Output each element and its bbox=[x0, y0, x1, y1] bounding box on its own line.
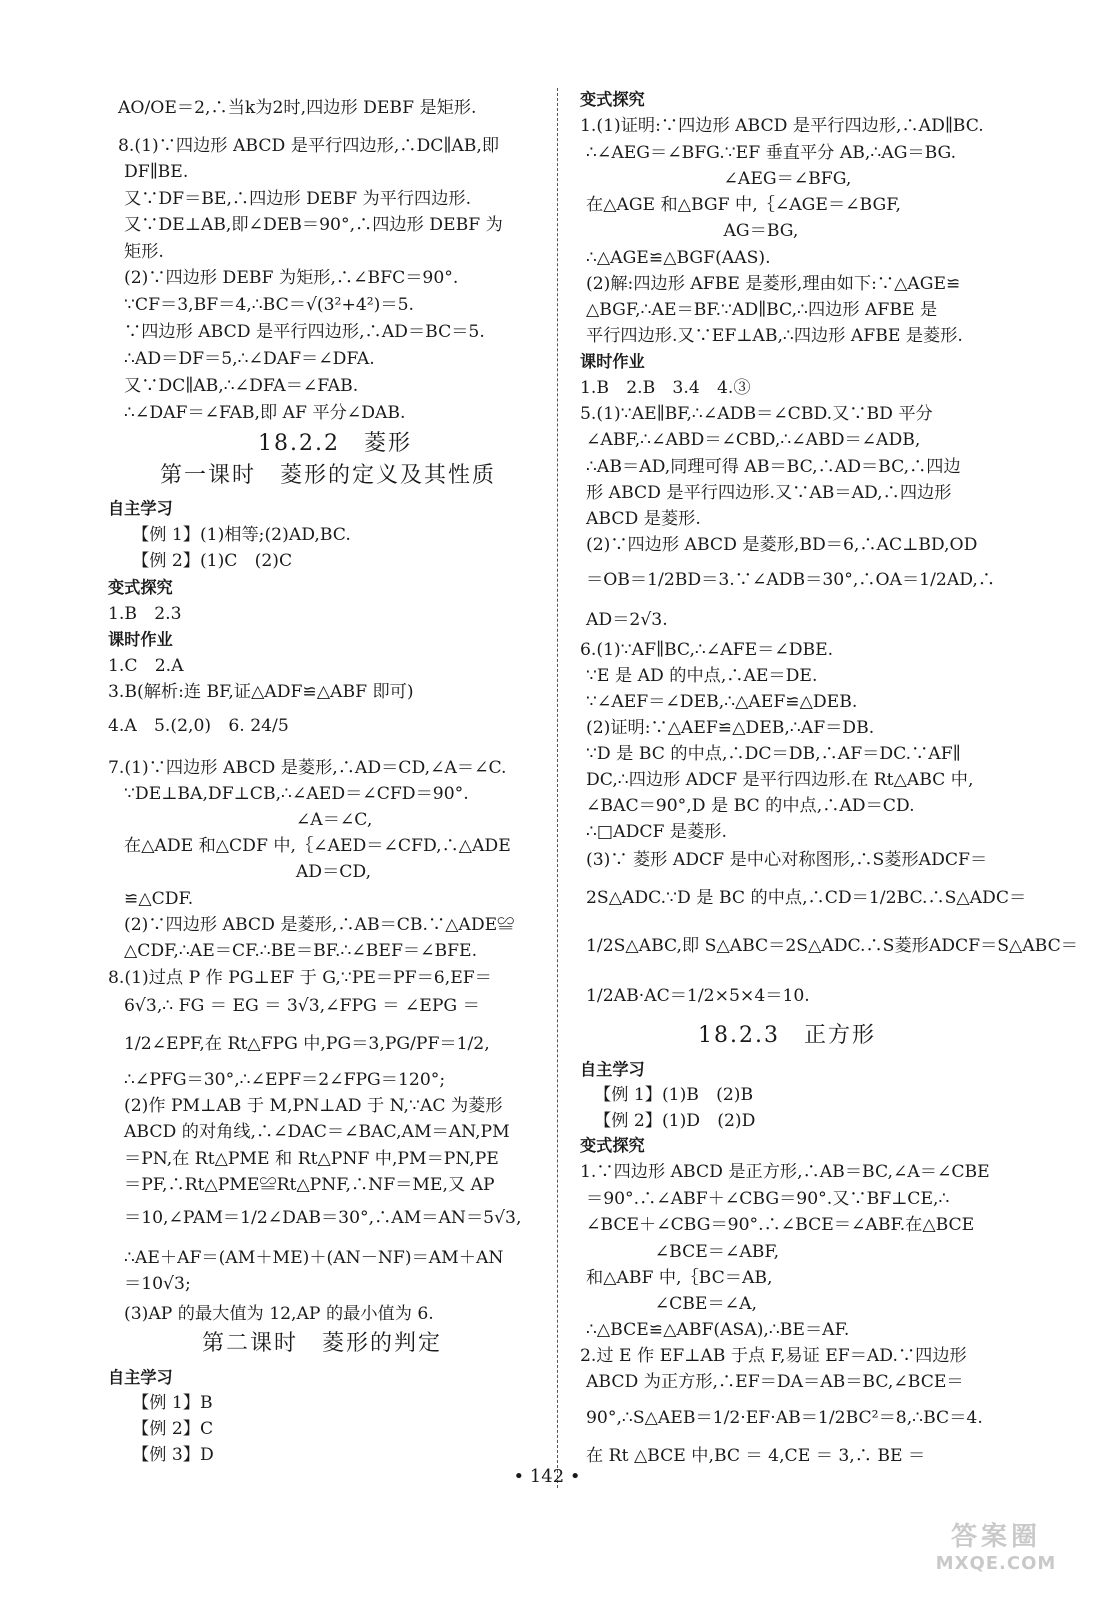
page-number: • 142 • bbox=[513, 1466, 581, 1487]
text-line: ∵DE⊥BA,DF⊥CB,∴∠AED＝∠CFD＝90°. bbox=[124, 784, 469, 804]
text-line: (2)∵四边形 ABCD 是菱形,BD＝6,∴AC⊥BD,OD bbox=[586, 535, 978, 555]
text-line: 在△ADE 和△CDF 中,｛∠AED＝∠CFD,∴△ADE bbox=[124, 836, 511, 856]
text-line: AO/OE＝2,∴当k为2时,四边形 DEBF 是矩形. bbox=[118, 98, 477, 118]
text-line: ∠BCE＋∠CBG＝90°.∴∠BCE＝∠ABF.在△BCE bbox=[586, 1215, 975, 1235]
text-line: 5.(1)∵AE∥BF,∴∠ADB＝∠CBD.又∵BD 平分 bbox=[580, 404, 933, 424]
text-line: AD＝2√3. bbox=[586, 610, 668, 630]
text-line: 1.C 2.A bbox=[108, 656, 184, 676]
text-line: 又∵DC∥AB,∴∠DFA＝∠FAB. bbox=[124, 376, 359, 396]
text-line: 形 ABCD 是平行四边形.又∵AB＝AD,∴四边形 bbox=[586, 483, 952, 503]
text-line: ∴AD＝DF＝5,∴∠DAF＝∠DFA. bbox=[124, 349, 375, 369]
text-line: 8.(1)过点 P 作 PG⊥EF 于 G,∵PE＝PF＝6,EF＝ bbox=[108, 968, 492, 988]
section-heading: 课时作业 bbox=[580, 352, 645, 371]
watermark-logo bbox=[932, 1516, 1060, 1584]
text-line: ∴□ADCF 是菱形. bbox=[586, 822, 727, 842]
watermark-text: 答案圈 bbox=[950, 1522, 1041, 1552]
text-line: ∠AEG＝∠BFG, bbox=[586, 169, 852, 189]
text-line: 【例 2】(1)D (2)D bbox=[594, 1111, 756, 1131]
text-line: 又∵DF＝BE,∴四边形 DEBF 为平行四边形. bbox=[124, 189, 472, 209]
text-line: 【例 1】(1)B (2)B bbox=[594, 1085, 754, 1105]
text-line: ABCD 为正方形,∴EF＝DA＝AB＝BC,∠BCE＝ bbox=[586, 1372, 964, 1392]
text-line: △BGF,∴AE＝BF.∵AD∥BC,∴四边形 AFBE 是 bbox=[586, 300, 938, 320]
text-line: (2)∵四边形 ABCD 是菱形,∴AB＝CB.∵△ADE≌ bbox=[124, 915, 515, 935]
text-line: 【例 2】(1)C (2)C bbox=[132, 551, 293, 571]
text-line: ∠CBE＝∠A, bbox=[586, 1294, 757, 1314]
section-heading: 变式探究 bbox=[108, 578, 173, 597]
text-line: ABCD 的对角线,∴∠DAC＝∠BAC,AM＝AN,PM bbox=[124, 1122, 510, 1142]
text-line: AD＝CD, bbox=[124, 862, 372, 882]
text-line: 3.B(解析:连 BF,证△ADF≌△ABF 即可) bbox=[108, 682, 414, 702]
text-line: ＝10,∠PAM＝1/2∠DAB＝30°,∴AM＝AN＝5√3, bbox=[124, 1208, 522, 1228]
text-line: 在 Rt △BCE 中,BC ＝ 4,CE ＝ 3,∴ BE ＝ bbox=[586, 1446, 926, 1466]
text-line: 1.B 2.3 bbox=[108, 604, 182, 624]
text-line: ∵D 是 BC 的中点,∴DC＝DB,∴AF＝DC.∵AF∥ bbox=[586, 744, 961, 764]
text-line: ∵∠AEF＝∠DEB,∴△AEF≌△DEB. bbox=[586, 692, 858, 712]
text-line: ＝90°.∴∠ABF＋∠CBG＝90°.又∵BF⊥CE,∴ bbox=[586, 1189, 950, 1209]
watermark-url: MXQE.COM bbox=[935, 1553, 1057, 1574]
text-line: ∵E 是 AD 的中点,∴AE＝DE. bbox=[586, 666, 818, 686]
section-heading: 变式探究 bbox=[580, 90, 645, 109]
text-line: ∴∠PFG＝30°,∴∠EPF＝2∠FPG＝120°; bbox=[124, 1070, 446, 1090]
column-divider bbox=[557, 88, 558, 1488]
section-heading: 自主学习 bbox=[108, 1368, 173, 1387]
text-line: 平行四边形.又∵EF⊥AB,∴四边形 AFBE 是菱形. bbox=[586, 326, 963, 346]
section-title: 18.2.2 菱形 bbox=[258, 431, 412, 456]
text-line: ＝10√3; bbox=[124, 1274, 191, 1294]
text-line: 6√3,∴ FG ＝ EG ＝ 3√3,∠FPG ＝ ∠EPG ＝ bbox=[124, 996, 480, 1016]
text-line: 1/2∠EPF,在 Rt△FPG 中,PG＝3,PG/PF＝1/2, bbox=[124, 1034, 490, 1054]
text-line: ∠BCE＝∠ABF, bbox=[586, 1242, 780, 1262]
text-line: (3)∵ 菱形 ADCF 是中心对称图形,∴S菱形ADCF＝ bbox=[586, 850, 988, 870]
text-line: ∴∠DAF＝∠FAB,即 AF 平分∠DAB. bbox=[124, 403, 406, 423]
text-line: 1/2AB·AC＝1/2×5×4＝10. bbox=[586, 986, 810, 1006]
text-line: DF∥BE. bbox=[124, 162, 189, 182]
text-line: ＝PN,在 Rt△PME 和 Rt△PNF 中,PM＝PN,PE bbox=[124, 1149, 499, 1169]
section-title: 18.2.3 正方形 bbox=[698, 1023, 876, 1048]
text-line: 7.(1)∵四边形 ABCD 是菱形,∴AD＝CD,∠A＝∠C. bbox=[108, 758, 507, 778]
text-line: 【例 2】C bbox=[132, 1419, 214, 1439]
text-line: (2)证明:∵△AEF≌△DEB,∴AF＝DB. bbox=[586, 718, 875, 738]
text-line: ∴AE＋AF＝(AM＋ME)＋(AN－NF)＝AM＋AN bbox=[124, 1248, 504, 1268]
text-line: (2)作 PM⊥AB 于 M,PN⊥AD 于 N,∵AC 为菱形 bbox=[124, 1096, 503, 1116]
text-line: DC,∴四边形 ADCF 是平行四边形.在 Rt△ABC 中, bbox=[586, 770, 974, 790]
text-line: 8.(1)∵四边形 ABCD 是平行四边形,∴DC∥AB,即 bbox=[118, 136, 500, 156]
text-line: 6.(1)∵AF∥BC,∴∠AFE＝∠DBE. bbox=[580, 640, 834, 660]
text-line: ∴AB＝AD,同理可得 AB＝BC,∴AD＝BC,∴四边 bbox=[586, 457, 961, 477]
section-heading: 课时作业 bbox=[108, 630, 173, 649]
text-line: ＝OB＝1/2BD＝3.∵∠ADB＝30°,∴OA＝1/2AD,∴ bbox=[586, 570, 996, 590]
text-line: △CDF,∴AE＝CF.∴BE＝BF.∴∠BEF＝∠BFE. bbox=[124, 941, 478, 961]
section-title: 第二课时 菱形的判定 bbox=[202, 1331, 443, 1356]
text-line: ∠ABF,∴∠ABD＝∠CBD,∴∠ABD＝∠ADB, bbox=[586, 430, 921, 450]
text-line: 90°,∴S△AEB＝1/2·EF·AB＝1/2BC²＝8,∴BC＝4. bbox=[586, 1408, 983, 1428]
text-line: 1.B 2.B 3.4 4.③ bbox=[580, 378, 751, 398]
section-heading: 自主学习 bbox=[580, 1060, 645, 1079]
text-line: 2S△ADC.∵D 是 BC 的中点,∴CD＝1/2BC.∴S△ADC＝ bbox=[586, 888, 1027, 908]
text-line: 【例 3】D bbox=[132, 1445, 214, 1465]
text-line: 1.∵四边形 ABCD 是正方形,∴AB＝BC,∠A＝∠CBE bbox=[580, 1162, 990, 1182]
text-line: ∴∠AEG＝∠BFG.∵EF 垂直平分 AB,∴AG＝BG. bbox=[586, 143, 957, 163]
section-heading: 自主学习 bbox=[108, 499, 173, 518]
text-line: ∠BAC＝90°,D 是 BC 的中点,∴AD＝CD. bbox=[586, 796, 915, 816]
text-line: 在△AGE 和△BGF 中,｛∠AGE＝∠BGF, bbox=[586, 195, 901, 215]
text-line: 1/2S△ABC,即 S△ABC＝2S△ADC.∴S菱形ADCF＝S△ABC＝ bbox=[586, 936, 1078, 956]
section-title: 第一课时 菱形的定义及其性质 bbox=[160, 463, 497, 488]
text-line: ∵四边形 ABCD 是平行四边形,∴AD＝BC＝5. bbox=[124, 322, 485, 342]
text-line: AG＝BG, bbox=[586, 221, 799, 241]
section-heading: 变式探究 bbox=[580, 1136, 645, 1155]
text-line: 和△ABF 中,｛BC＝AB, bbox=[586, 1268, 773, 1288]
text-line: (2)∵四边形 DEBF 为矩形,∴∠BFC＝90°. bbox=[124, 268, 459, 288]
text-line: ABCD 是菱形. bbox=[586, 509, 701, 529]
text-line: 4.A 5.(2,0) 6. 24/5 bbox=[108, 716, 289, 736]
text-line: ∠A＝∠C, bbox=[124, 810, 373, 830]
text-line: ∴△AGE≌△BGF(AAS). bbox=[586, 248, 771, 268]
text-line: (3)AP 的最大值为 12,AP 的最小值为 6. bbox=[124, 1304, 434, 1324]
text-line: 2.过 E 作 EF⊥AB 于点 F,易证 EF＝AD.∵四边形 bbox=[580, 1346, 967, 1366]
text-line: ＝PF,∴Rt△PME≌Rt△PNF,∴NF＝ME,又 AP bbox=[124, 1175, 495, 1195]
text-line: ≌△CDF. bbox=[124, 889, 194, 909]
text-line: 【例 1】(1)相等;(2)AD,BC. bbox=[132, 525, 351, 545]
text-line: 又∵DE⊥AB,即∠DEB＝90°,∴四边形 DEBF 为 bbox=[124, 215, 503, 235]
text-line: 1.(1)证明:∵四边形 ABCD 是平行四边形,∴AD∥BC. bbox=[580, 116, 984, 136]
text-line: 矩形. bbox=[124, 242, 164, 262]
text-line: ∴△BCE≌△ABF(ASA),∴BE＝AF. bbox=[586, 1320, 850, 1340]
text-line: (2)解:四边形 AFBE 是菱形,理由如下:∵△AGE≌ bbox=[586, 274, 961, 294]
text-line: 【例 1】B bbox=[132, 1393, 213, 1413]
text-line: ∵CF＝3,BF＝4,∴BC＝√(3²+4²)＝5. bbox=[124, 295, 414, 315]
